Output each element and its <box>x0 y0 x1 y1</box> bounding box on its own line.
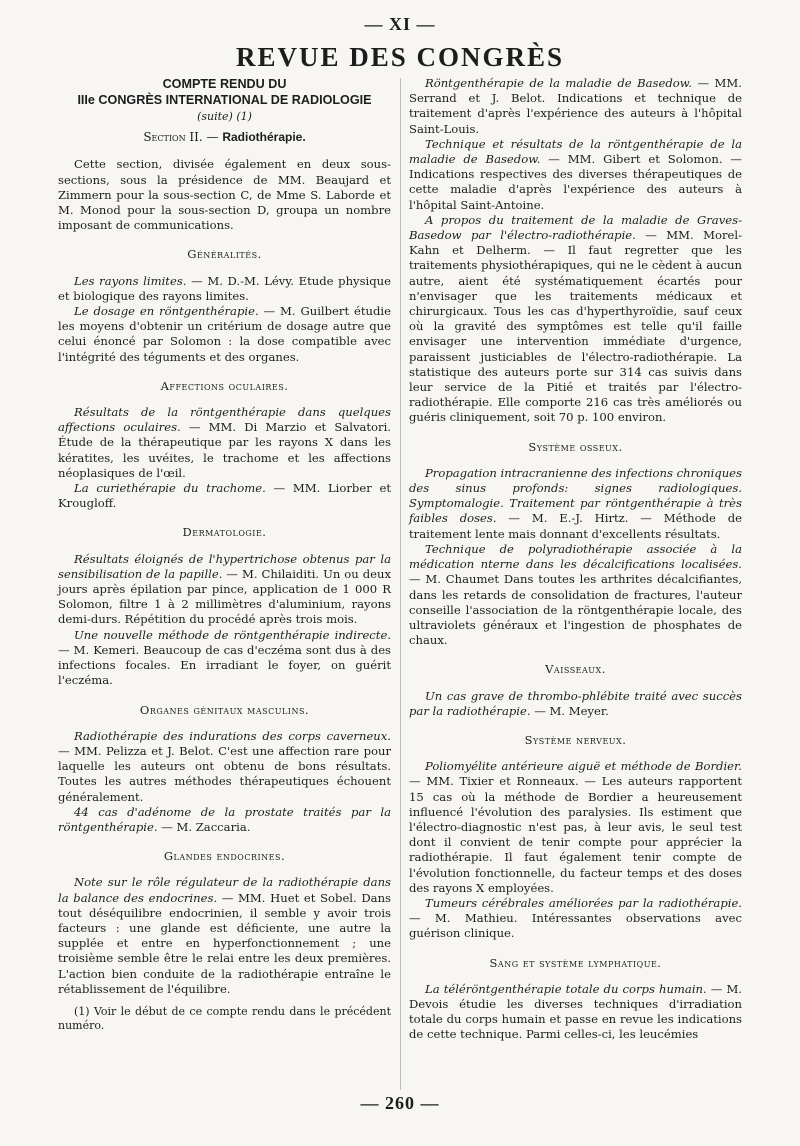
entry <box>58 405 391 481</box>
entry-body: — MM. Di Marzio et Salvatori. Étude de la thérapeutique par les rayons X dans les kératites, les uvéites, le trachome et les affections néoplasiques de l'œil. <box>58 420 391 480</box>
page-number: — 260 — <box>360 1093 440 1113</box>
entry-title: Le dosage en röntgenthérapie. <box>74 304 259 319</box>
entry-body: — M. Devois étudie les diverses techniques d'irradiation totale du corps humain et passe en revue les indications de cette technique. Parmi celles-ci, les leucémies <box>409 981 742 1042</box>
entry <box>58 729 391 805</box>
entry <box>58 875 391 997</box>
entry-body: — M. D.-M. Lévy. Etude physique et biologique des rayons limites. <box>58 273 392 303</box>
entry <box>409 689 742 719</box>
entry-body: — MM. Gibert et Solomon. — Indications respectives des diverses thérapeutiques de cette maladie d'après l'expérience des auteurs à l'hôpital Saint-Antoine. <box>409 152 742 212</box>
entry-title: A propos du traitement de la maladie de Graves-Basedow par l'électro-radiothérapie. <box>409 212 742 243</box>
heading-vaisseaux: Vaisseaux. <box>545 662 606 677</box>
entry <box>409 759 742 896</box>
entry-title: Technique de polyradiothérapie associée à la médication nterne dans les décalcifications localisées. <box>409 541 742 572</box>
entry-title: Un cas grave de thrombo-phlébite traité avec succès par la radiothérapie. <box>409 688 742 718</box>
entry <box>409 137 742 213</box>
journal-banner: REVUE DES CONGRÈS <box>235 42 565 72</box>
entry-body: — M. Kemeri. Beaucoup de cas d'eczéma sont dus à des infections focales. En irradiant le foyer, on guérit l'eczéma. <box>58 642 391 688</box>
entry-body: — M. Zaccaria. <box>157 819 251 834</box>
entry-body: — M. Chaumet Dans toutes les arthrites décalcifiantes, dans les retards de consolidation de fractures, l'auteur conseille l'association de la röntgenthérapie locale, des ultraviolets généraux et l'ingestion de phosphates de chaux. <box>409 572 742 648</box>
roman-page-marker: — XI — <box>364 14 436 34</box>
heading-sang-lymphatique: Sang et système lymphatique. <box>489 955 662 970</box>
entry-body: — MM. Pelizza et J. Belot. C'est une affection rare pour laquelle les auteurs ont obtenu de bons résultats. Toutes les autres méthodes thérapeutiques échouent généralement. <box>58 743 391 804</box>
footnote: (1) Voir le début de ce compte rendu dans le précédent numéro. <box>58 1004 391 1032</box>
entry-title: Röntgenthérapie de la maladie de Basedow. <box>425 76 692 90</box>
entry <box>58 481 391 511</box>
heading-dermatologie: Dermatologie. <box>182 525 267 540</box>
entry-title: Propagation intracranienne des infections chroniques des sinus profonds: signes radiologiques. Symptomalogie. Traitement par röntgenthérapie à très faibles doses. <box>409 465 742 526</box>
entry-title: Résultats éloignés de l'hypertrichose obtenus par la sensibilisation de la papille. <box>58 551 391 581</box>
section-name: Radiothérapie. <box>222 130 306 145</box>
entry-title: La curiethérapie du trachome. <box>74 481 266 496</box>
left-column <box>58 76 391 1033</box>
entry-body: — M. E.-J. Hirtz. — Méthode de traitement lente mais donnant d'excellents résultats. <box>409 511 742 541</box>
entry-title: 44 cas d'adénome de la prostate traités par la röntgenthérapie. <box>58 804 391 834</box>
entry <box>58 628 391 689</box>
intro-paragraph: Cette section, divisée également en deux sous-sections, sous la présidence de MM. Beaujard et Zimmern pour la sous-section C, de Mme S. Laborde et M. Monod pour la sous-section D, groupa un nombre imposant de communications. <box>58 157 391 233</box>
entry-body: — MM. Serrand et J. Belot. Indications et technique de traitement d'après l'expérience des auteurs à l'hôpital Saint-Louis. <box>409 76 742 136</box>
entry-body: — MM. Huet et Sobel. Dans tout déséquilibre endocrinien, il semble y avoir trois facteurs : une glande est déficiente, une autre la supplée et entre en hyperfonctionnement ; une troisième semble être le relai entre les deux premières. L'action bien conduite de la radiothérapie entraîne le rétablissement de l'équilibre. <box>58 890 391 996</box>
entry-body: — MM. Morel-Kahn et Delherm. — Il faut regretter que les traitements physiothérapiques, qui ne le cèdent à aucun autre, aient été systématiquement écartés pour n'envisager que les traitements médicaux et chirurgicaux. Tous les cas d'hyperthyroïdie, sauf ceux où la gravité des symptômes est telle qu'il faille envisager une intervention immédiate d'urgence, paraissent justiciables de l'électro-radiothérapie. La statistique des auteurs porte sur 314 cas suivis dans leur service de la Pitié et traités par l'électro-radiothérapie. Elle comporte 216 cas très améliorés ou guéris cliniquement, soit 70 p. 100 environ. <box>409 228 742 425</box>
entry-title: Technique et résultats de la röntgenthérapie de la maladie de Basedow. <box>409 136 742 167</box>
entry <box>409 466 742 542</box>
entry <box>58 805 391 835</box>
entry-title: La téléröntgenthérapie totale du corps humain. <box>425 981 707 996</box>
entry-title: Résultats de la röntgenthérapie dans quelques affections oculaires. <box>58 405 391 435</box>
heading-systeme-osseux: Système osseux. <box>528 439 623 454</box>
entry-title: Poliomyélite antérieure aiguë et méthode de Bordier. <box>425 759 742 774</box>
entry <box>58 304 391 365</box>
entry <box>409 896 742 942</box>
entry-title: Note sur le rôle régulateur de la radiothérapie dans la balance des endocrines. <box>58 875 391 905</box>
heading-generalites: Généralités. <box>187 247 262 262</box>
entry-title: Une nouvelle méthode de röntgenthérapie indirecte. <box>74 627 391 642</box>
entry-title: Tumeurs cérébrales améliorées par la radiothérapie. <box>425 895 742 910</box>
right-column <box>409 76 742 1043</box>
heading-glandes-endocrines: Glandes endocrines. <box>163 849 286 864</box>
section-label: Section II. — <box>143 130 223 145</box>
entry <box>409 982 742 1043</box>
entry-body: — MM. Tixier et Ronneaux. — Les auteurs rapportent 15 cas où la méthode de Bordier a heureusement influencé l'évolution des paralysies. Ils estiment que l'électro-diagnostic n'est pas, à leur avis, le seul test dont il convient de tenir compte pour apprécier la radiothérapie. Il faut également tenir compte de l'évolution fonctionnelle, du facteur temps et des doses des rayons X employées. <box>409 774 742 895</box>
heading-affections-oculaires: Affections oculaires. <box>160 378 289 393</box>
entry-body: — M. Chilaiditi. Un ou deux jours après épilation par pince, application de 1 000 R Solomon, filtre 1 à 2 millimètres d'aluminium, rayons demi-durs. Répétition du procédé après trois mois. <box>58 566 391 627</box>
entry <box>409 76 742 137</box>
entry-title: Les rayons limites. <box>74 273 187 288</box>
entry <box>409 213 742 426</box>
entry-body: — M. Mathieu. Intéressantes observations avec guérison clinique. <box>409 911 742 941</box>
heading-organes-genitaux: Organes génitaux masculins. <box>139 702 310 717</box>
section-title <box>58 130 391 145</box>
entry <box>58 274 391 304</box>
entry <box>409 542 742 648</box>
entry-body: — MM. Liorber et Krougloff. <box>58 481 391 511</box>
entry-body: — M. Meyer. <box>530 703 609 718</box>
heading-systeme-nerveux: Système nerveux. <box>524 732 627 747</box>
entry <box>58 552 391 628</box>
entry-title: Radiothérapie des indurations des corps caverneux. <box>74 728 391 743</box>
entry-body: — M. Guilbert étudie les moyens d'obtenir un critérium de dosage autre que celui énoncé par Solomon : la dose compatible avec l'intégrité des téguments et des organes. <box>58 304 392 364</box>
report-title-line2: IIIe CONGRÈS INTERNATIONAL DE RADIOLOGIE <box>77 93 372 107</box>
column-rule <box>400 78 401 1090</box>
report-title-line1: COMPTE RENDU DU <box>162 77 287 91</box>
continued-note: (suite) (1) <box>197 110 252 123</box>
